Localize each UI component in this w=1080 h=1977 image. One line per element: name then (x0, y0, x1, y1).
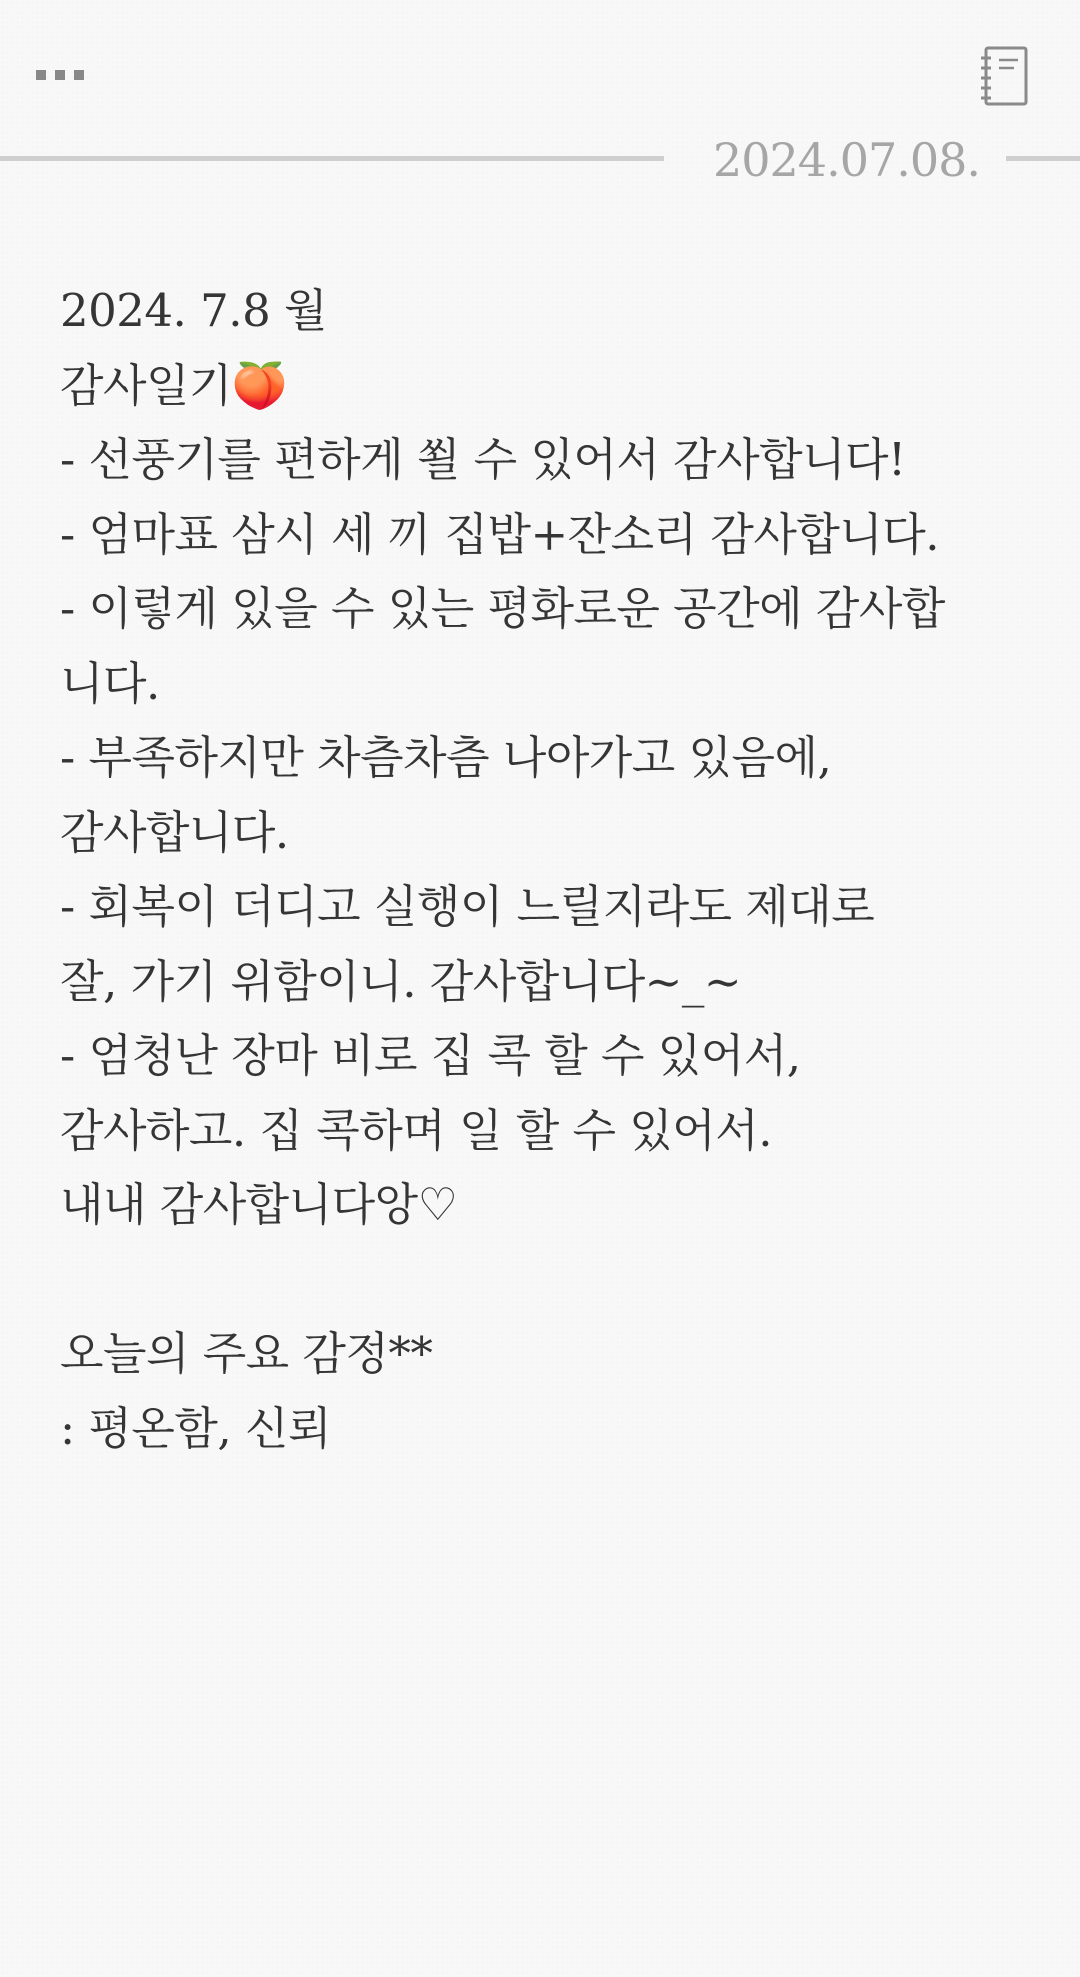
more-options-button[interactable] (36, 60, 106, 90)
entry-line: - 엄마표 삼시 세 끼 집밥+잔소리 감사합니다. (60, 507, 940, 561)
divider-left (0, 156, 664, 161)
more-horizontal-icon (36, 70, 46, 80)
divider-right (1006, 156, 1080, 161)
entry-date: 2024.07.08. (713, 133, 980, 187)
entry-line: - 회복이 더디고 실행이 느릴지라도 제대로 (60, 880, 875, 933)
more-horizontal-icon (74, 70, 84, 80)
diary-entry-text[interactable] (60, 274, 1020, 1466)
entry-line: - 엄청난 장마 비로 집 콕 할 수 있어서, (60, 1029, 801, 1082)
more-horizontal-icon (55, 70, 65, 80)
entry-line: 감사하고. 집 콕하며 일 할 수 있어서. (60, 1103, 773, 1157)
date-header (0, 130, 1080, 190)
entry-line: - 이렇게 있을 수 있는 평화로운 공간에 감사합 (60, 582, 945, 635)
entry-line: 감사합니다. (60, 805, 289, 859)
entry-line: 감사일기🍑 (60, 358, 288, 412)
entry-line: 2024. 7.8 월 (60, 284, 327, 337)
entry-line: 오늘의 주요 감정** (60, 1327, 433, 1380)
entry-line: 잘, 가기 위함이니. 감사합니다~_~ (60, 954, 742, 1008)
notebook-button[interactable] (978, 44, 1032, 108)
entry-blank-line (60, 1243, 1020, 1318)
entry-line: - 부족하지만 차츰차츰 나아가고 있음에, (60, 731, 832, 784)
entry-line: 내내 감사합니다앙♡ (60, 1178, 458, 1231)
entry-line: - 선풍기를 편하게 쐴 수 있어서 감사합니다! (60, 433, 906, 486)
notebook-icon (978, 44, 1032, 108)
entry-line: : 평온함, 신뢰 (60, 1401, 331, 1455)
entry-line: 니다. (60, 656, 160, 710)
top-bar (0, 0, 1080, 150)
